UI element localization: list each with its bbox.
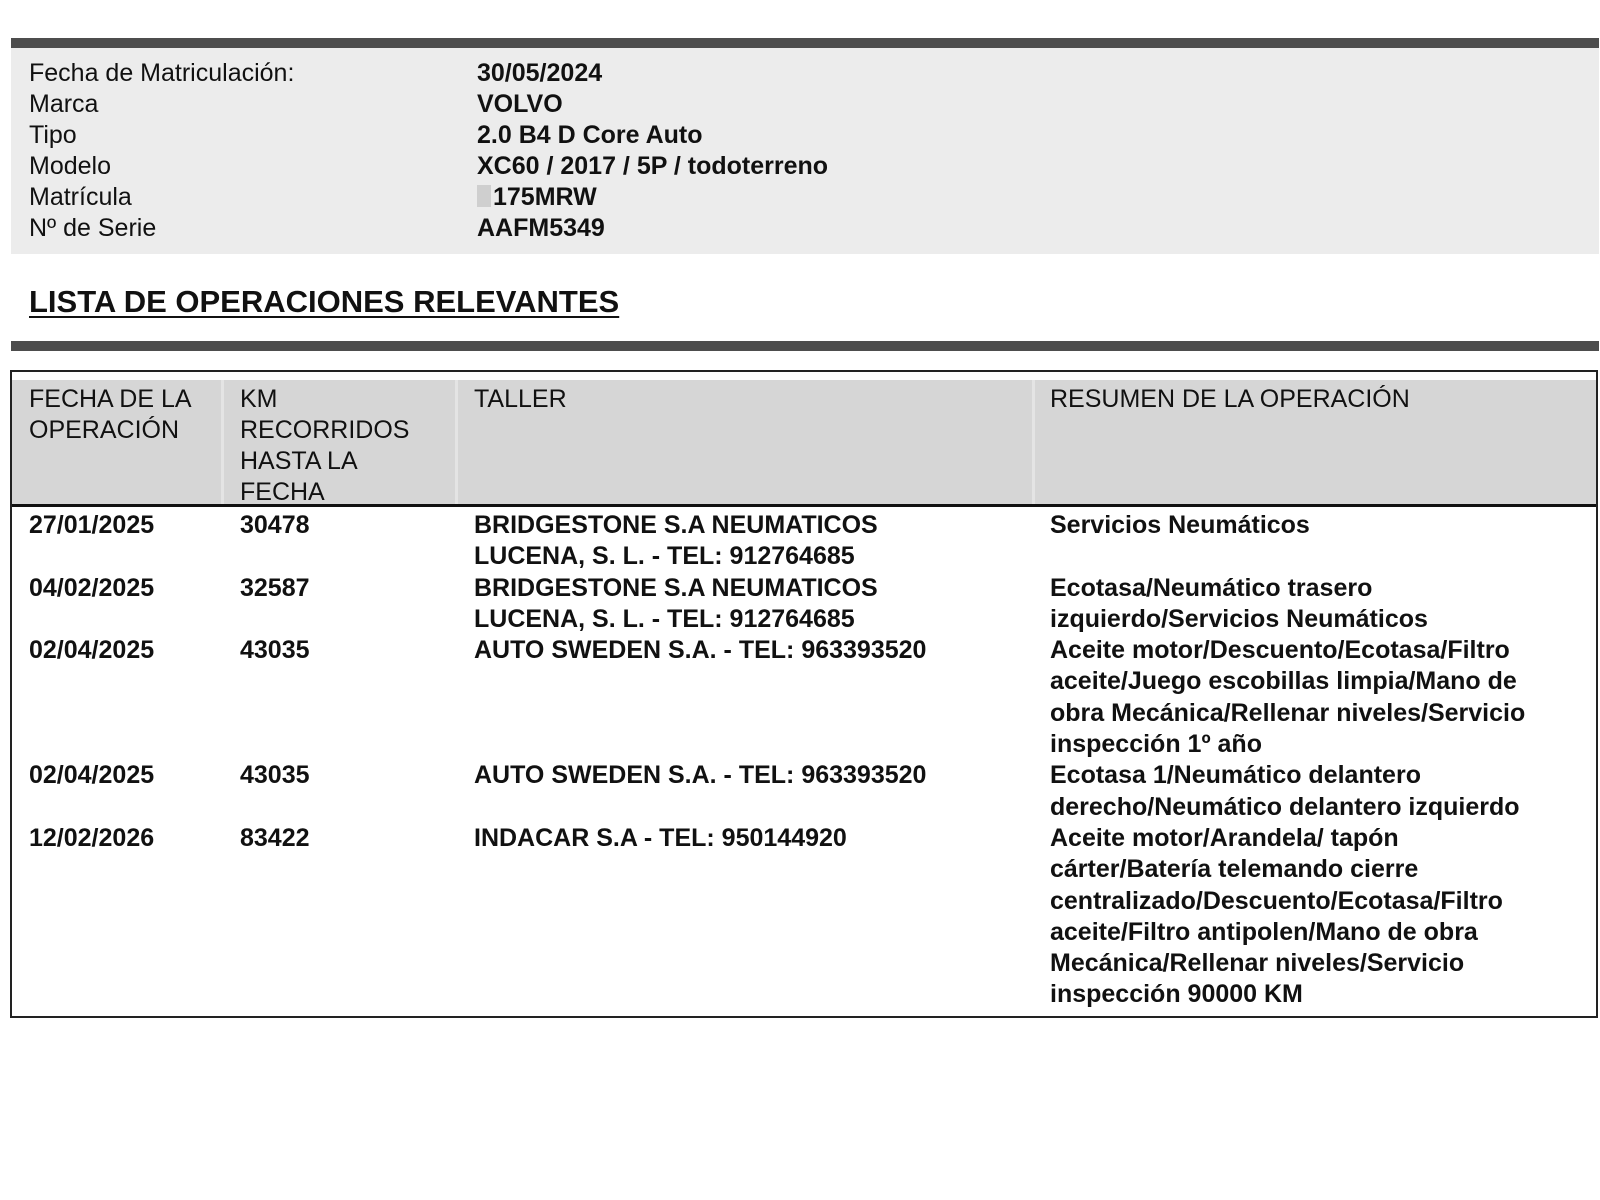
table-row [12,573,1596,636]
cell-summary: Aceite motor/Descuento/Ecotasa/Filtro aceite/Juego escobillas limpia/Mano de obra Mecánica/Rellenar niveles/Servicio inspección 1º año [1050,636,1526,759]
cell-workshop: BRIDGESTONE S.A NEUMATICOS LUCENA, S. L. - TEL: 912764685 [474,573,878,633]
cell-workshop: INDACAR S.A - TEL: 950144920 [474,823,847,852]
operations-table [10,370,1598,1018]
serial-label: Nº de Serie [29,214,157,242]
redaction-mark [477,185,491,207]
brand-label: Marca [29,90,99,118]
registration-date-value: 30/05/2024 [477,59,603,87]
plate-value: 175MRW [493,183,597,211]
type-label: Tipo [29,121,77,149]
table-body [12,510,1596,1011]
header-separator [1032,380,1035,504]
cell-date: 02/04/2025 [29,636,155,665]
cell-workshop: BRIDGESTONE S.A NEUMATICOS LUCENA, S. L. - TEL: 912764685 [474,511,878,571]
table-header [12,380,1596,507]
cell-km: 43035 [240,636,310,665]
plate-label: Matrícula [29,183,132,211]
cell-km: 30478 [240,511,310,539]
cell-date: 02/04/2025 [29,761,155,790]
top-divider [11,38,1599,48]
header-separator [455,380,458,504]
cell-summary: Aceite motor/Arandela/ tapón cárter/Batería telemando cierre centralizado/Descuento/Ecotasa/Filtro aceite/Filtro antipolen/Mano de obra Mecánica/Rellenar niveles/Servicio inspección 90000 KM [1050,823,1503,1009]
cell-summary: Ecotasa/Neumático trasero izquierdo/Servicios Neumáticos [1050,573,1428,633]
type-value: 2.0 B4 D Core Auto [477,121,703,149]
cell-workshop: AUTO SWEDEN S.A. - TEL: 963393520 [474,636,927,665]
cell-km: 83422 [240,823,310,852]
vehicle-info-panel [11,48,1599,254]
cell-date: 12/02/2026 [29,823,155,852]
section-title: LISTA DE OPERACIONES RELEVANTES [29,284,620,319]
header-summary: RESUMEN DE LA OPERACIÓN [1050,385,1410,413]
table-row [12,635,1596,760]
registration-date-label: Fecha de Matriculación: [29,59,295,87]
brand-value: VOLVO [477,90,563,118]
table-row [12,760,1596,823]
cell-km: 43035 [240,761,310,790]
table-row [12,823,1596,1011]
cell-date: 27/01/2025 [29,511,155,539]
cell-date: 04/02/2025 [29,573,155,602]
cell-workshop: AUTO SWEDEN S.A. - TEL: 963393520 [474,761,927,790]
section-divider [11,341,1599,351]
header-separator [221,380,224,504]
model-value: XC60 / 2017 / 5P / todoterreno [477,152,829,180]
model-label: Modelo [29,152,111,180]
serial-value: AAFM5349 [477,214,605,242]
plate-value-wrap [477,182,597,213]
header-workshop: TALLER [474,385,567,413]
header-km: KM RECORRIDOS HASTA LA FECHA [240,385,410,506]
cell-summary: Ecotasa 1/Neumático delantero derecho/Neumático delantero izquierdo [1050,761,1520,821]
cell-summary: Servicios Neumáticos [1050,511,1310,539]
cell-km: 32587 [240,573,310,602]
header-operation-date: FECHA DE LA OPERACIÓN [29,385,192,444]
table-row [12,510,1596,573]
